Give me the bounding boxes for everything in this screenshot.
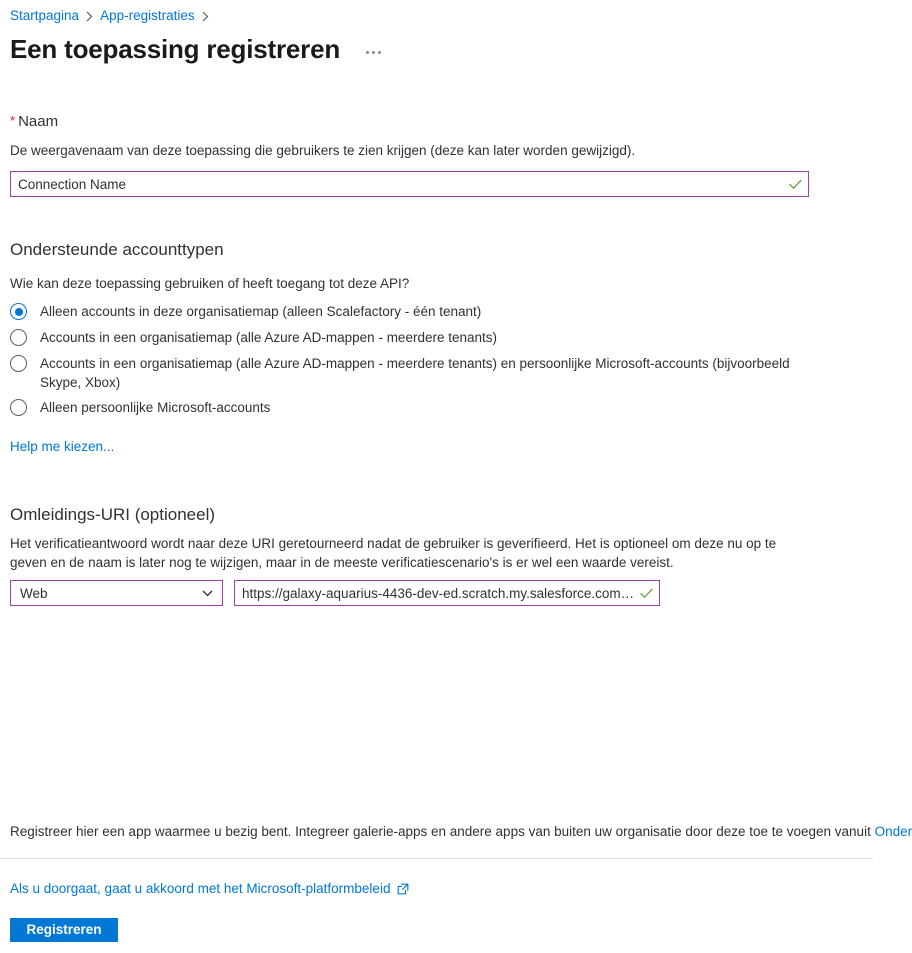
name-label-text: Naam xyxy=(18,113,59,130)
redirect-uri-input[interactable] xyxy=(235,581,639,605)
ellipsis-dot xyxy=(372,51,375,54)
chevron-down-icon xyxy=(192,590,222,597)
bottom-info-static-text: Registreer hier een app waarmee u bezig bent. Integreer galerie-apps en andere apps van buiten uw organisatie door deze toe te voegen vanuit xyxy=(10,824,875,839)
more-options-icon[interactable] xyxy=(362,45,385,60)
redirect-uri-description: Het verificatieantwoord wordt naar deze URI geretourneerd nadat de gebruiker is geverifieerd. Het is optioneel om deze nu op te geven en de naam is later nog te wijzigen, maar in de meeste verificatiescenario's is er wel een waarde vereist. xyxy=(10,536,777,570)
breadcrumb-item-app-registrations[interactable]: App-registraties xyxy=(100,8,195,23)
name-field-description: De weergavenaam van deze toepassing die gebruikers te zien krijgen (deze kan later worden gewijzigd). xyxy=(10,143,636,158)
ellipsis-dot xyxy=(366,51,369,54)
footer-divider xyxy=(0,858,873,859)
radio-label: Alleen accounts in deze organisatiemap (alleen Scalefactory - één tenant) xyxy=(40,304,482,319)
radio-label: Accounts in een organisatiemap (alle Azure AD-mappen - meerdere tenants) en persoonlijke Microsoft-accounts (bijvoorbeeld Skype, Xbox) xyxy=(40,356,790,390)
breadcrumb-item-home[interactable]: Startpagina xyxy=(10,8,80,23)
breadcrumb xyxy=(10,7,216,25)
name-input-wrapper[interactable] xyxy=(10,171,809,197)
platform-policy-row xyxy=(10,881,409,896)
platform-select-value: Web xyxy=(20,585,48,601)
radio-single-tenant[interactable] xyxy=(10,302,830,321)
name-input[interactable] xyxy=(11,172,788,196)
chevron-right-icon-trailing xyxy=(202,11,209,22)
radio-label: Alleen persoonlijke Microsoft-accounts xyxy=(40,400,271,415)
redirect-uri-heading: Omleidings-URI (optioneel) xyxy=(10,505,216,524)
radio-personal-only[interactable] xyxy=(10,398,830,417)
radio-multi-tenant-and-personal[interactable] xyxy=(10,354,810,392)
platform-select[interactable] xyxy=(10,580,223,606)
valid-check-icon xyxy=(639,588,653,599)
required-marker: * xyxy=(10,113,16,128)
radio-indicator xyxy=(10,329,27,346)
ellipsis-dot xyxy=(378,51,381,54)
radio-indicator xyxy=(10,355,27,372)
account-types-question: Wie kan deze toepassing gebruiken of heeft toegang tot deze API? xyxy=(10,276,410,291)
chevron-right-icon xyxy=(86,11,93,22)
enterprise-applications-link[interactable]: Onder xyxy=(874,824,912,839)
help-me-choose-link[interactable]: Help me kiezen... xyxy=(10,439,115,454)
external-link-icon xyxy=(397,883,409,895)
bottom-info-text xyxy=(10,822,910,841)
name-field-label xyxy=(10,111,58,132)
radio-indicator xyxy=(10,399,27,416)
radio-indicator xyxy=(10,303,27,320)
page-title: Een toepassing registreren xyxy=(10,34,341,64)
radio-multi-tenant[interactable] xyxy=(10,328,830,347)
microsoft-platform-policy-link[interactable]: Als u doorgaat, gaat u akkoord met het Microsoft-platformbeleid xyxy=(10,881,391,896)
page-header xyxy=(10,32,385,66)
valid-check-icon xyxy=(788,179,802,190)
register-button[interactable]: Registreren xyxy=(10,918,118,942)
redirect-uri-input-wrapper[interactable] xyxy=(234,580,660,606)
account-types-heading: Ondersteunde accounttypen xyxy=(10,240,224,259)
radio-label: Accounts in een organisatiemap (alle Azure AD-mappen - meerdere tenants) xyxy=(40,330,497,345)
